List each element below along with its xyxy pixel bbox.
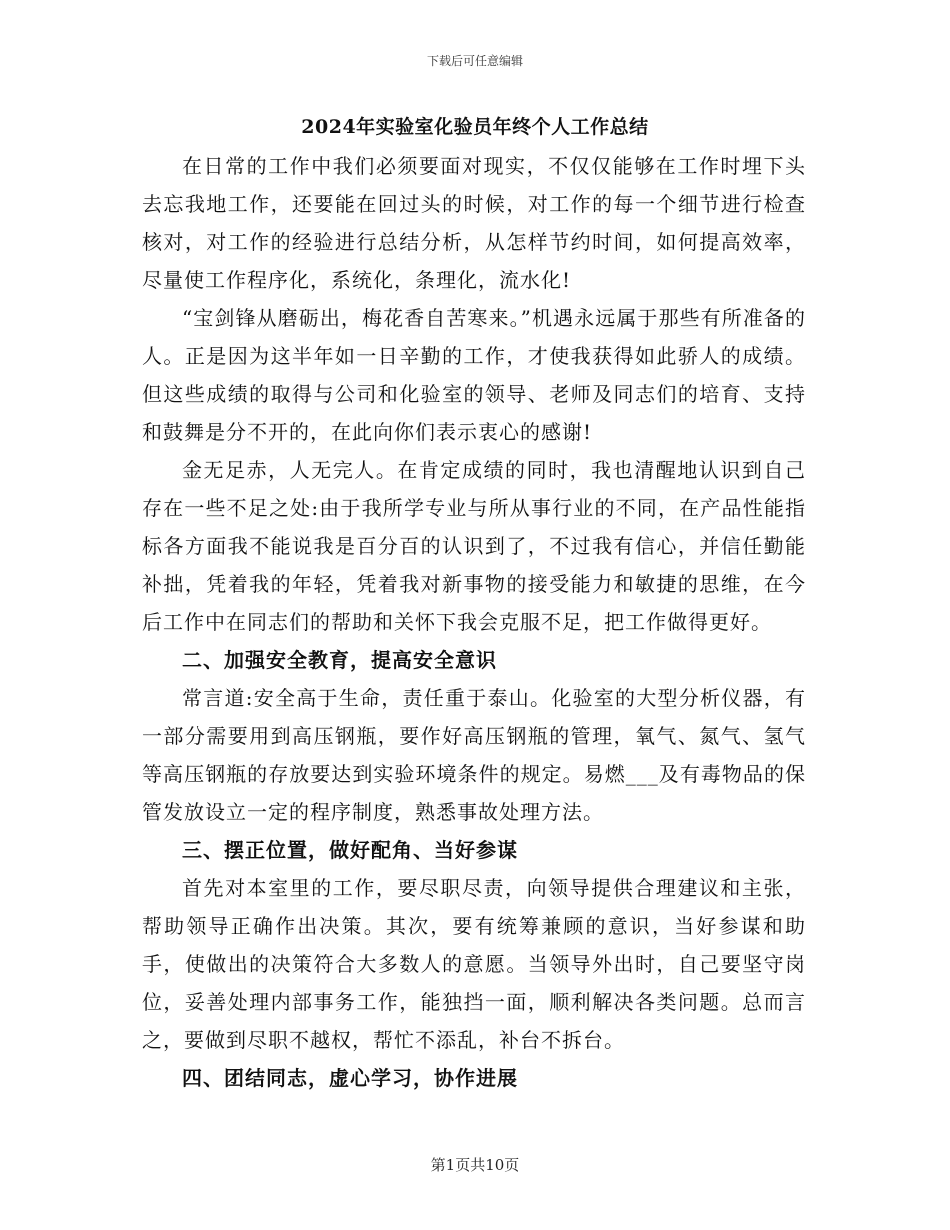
section-heading-position: 三、摆正位置，做好配角、当好参谋 — [182, 838, 518, 862]
page-header-note: 下载后可任意编辑 — [426, 54, 523, 68]
paragraph-safety: 常言道:安全高于生命，责任重于泰山。化验室的大型分析仪器，有一部分需要用到高压钢瓶，要作好高压钢瓶的管理，氧气、氮气、氢气等高压钢瓶的存放要达到实验环境条件的规定。易燃___及有毒物品的保管发放设立一定的程序制度，熟悉事故处理方法。 — [142, 686, 806, 824]
document-body — [142, 147, 806, 1097]
paragraph-shortcomings: 金无足赤，人无完人。在肯定成绩的同时，我也清醒地认识到自己存在一些不足之处:由于我所学专业与所从事行业的不同，在产品性能指标各方面我不能说我是百分百的认识到了，不过我有信心，并信任勤能补拙，凭着我的年轻，凭着我对新事物的接受能力和敏捷的思维，在今后工作中在同志们的帮助和关怀下我会克服不足，把工作做得更好。 — [142, 458, 806, 634]
paragraph-position: 首先对本室里的工作，要尽职尽责，向领导提供合理建议和主张，帮助领导正确作出决策。其次，要有统筹兼顾的意识，当好参谋和助手，使做出的决策符合大多数人的意愿。当领导外出时，自己要坚守岗位，妥善处理内部事务工作，能独挡一面，顺利解决各类问题。总而言之，要做到尽职不越权，帮忙不添乱，补台不拆台。 — [142, 876, 806, 1052]
paragraph-intro: 在日常的工作中我们必须要面对现实，不仅仅能够在工作时埋下头去忘我地工作，还要能在回过头的时候，对工作的每一个细节进行检查核对，对工作的经验进行总结分析，从怎样节约时间，如何提高效率，尽量使工作程序化，系统化，条理化，流水化! — [142, 154, 806, 292]
paragraph-quote: “宝剑锋从磨砺出，梅花香自苦寒来。”机遇永远属于那些有所准备的人。正是因为这半年如一日辛勤的工作，才使我获得如此骄人的成绩。但这些成绩的取得与公司和化验室的领导、老师及同志们的培育、支持和鼓舞是分不开的，在此向你们表示衷心的感谢! — [142, 306, 806, 444]
section-heading-unity: 四、团结同志，虚心学习，协作进展 — [182, 1066, 518, 1090]
document-title: 2024年实验室化验员年终个人工作总结 — [301, 116, 649, 138]
page-footer-number: 第1页共10页 — [430, 1156, 520, 1174]
section-heading-safety: 二、加强安全教育，提高安全意识 — [182, 648, 497, 672]
